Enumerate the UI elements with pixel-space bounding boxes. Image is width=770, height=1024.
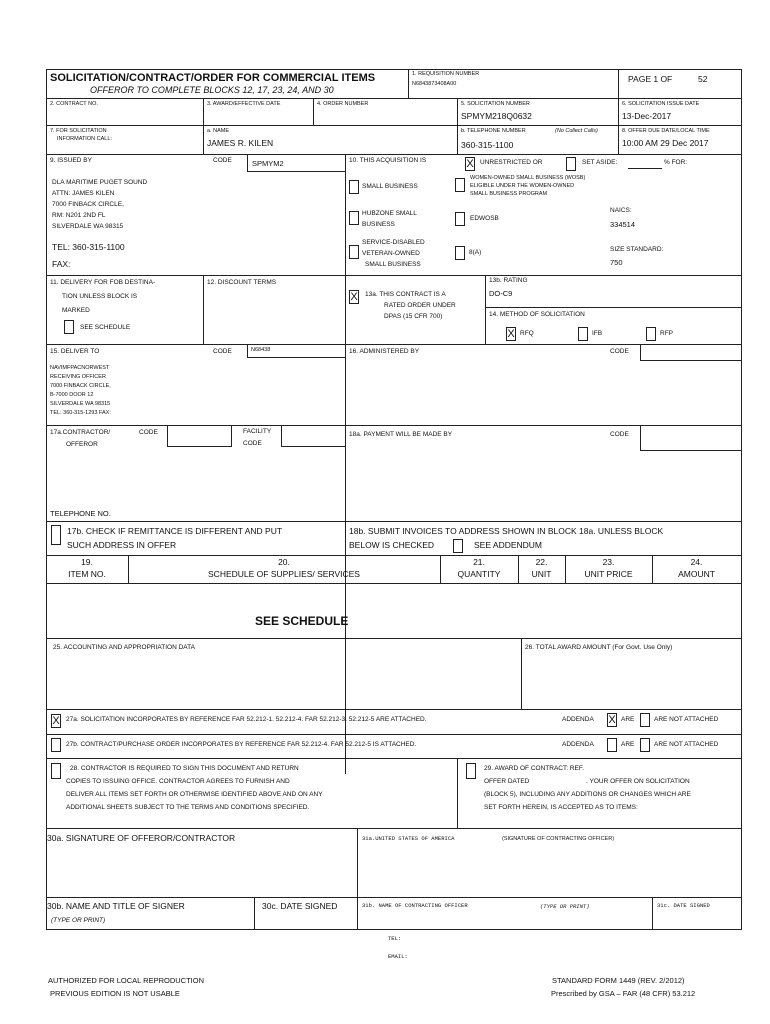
col-unit-price-num: 23. xyxy=(602,557,615,567)
rfp-checkbox[interactable] xyxy=(646,327,656,341)
27b-addenda: ADDENDA xyxy=(562,741,594,748)
solicitation-info-label: 7. FOR SOLICITATION xyxy=(50,128,107,134)
issued-tel: TEL: 360-315-1100 xyxy=(52,242,125,252)
acquisition-label: 10. THIS ACQUISITION IS xyxy=(349,157,427,164)
28-line: DELIVER ALL ITEMS SET FORTH OR OTHERWISE IDENTIFIED ABOVE AND ON ANY xyxy=(66,791,323,798)
sdvosb-checkbox[interactable] xyxy=(349,245,359,259)
27b-checkbox[interactable] xyxy=(51,738,61,752)
col-item-num: 19. xyxy=(81,557,93,567)
27a-text: 27a. SOLICITATION INCORPORATES BY REFERENCE FAR 52.212-1. 52.212-4. FAR 52.212-3. 52.212-5 ARE ATTACHED. xyxy=(66,716,427,723)
submit-invoices-line: 18b. SUBMIT INVOICES TO ADDRESS SHOWN IN BLOCK 18a. UNLESS BLOCK xyxy=(349,526,664,536)
eight-a-label: 8(A) xyxy=(469,249,482,256)
see-schedule-checkbox[interactable] xyxy=(64,320,74,334)
delivery-line: MARKED xyxy=(62,307,90,314)
rated-order-line: RATED ORDER UNDER xyxy=(384,302,456,309)
28-line: ADDITIONAL SHEETS SUBJECT TO THE TERMS AND CONDITIONS SPECIFIED. xyxy=(66,804,310,811)
order-number-label: 4. ORDER NUMBER xyxy=(317,101,369,107)
hubzone-checkbox[interactable] xyxy=(349,211,359,225)
submit-invoices-line: BELOW IS CHECKED xyxy=(349,540,435,550)
issued-code: SPMYM2 xyxy=(252,159,284,168)
accounting-label: 25. ACCOUNTING AND APPROPRIATION DATA xyxy=(53,644,195,651)
rated-order-checkbox[interactable]: X xyxy=(350,291,358,303)
wosb-line: WOMEN-OWNED SMALL BUSINESS (WOSB) xyxy=(470,175,586,181)
29-line: 29. AWARD OF CONTRACT: REF. xyxy=(484,765,584,772)
28-checkbox[interactable] xyxy=(51,763,61,779)
27a-are: ARE xyxy=(621,716,635,723)
eight-a-checkbox[interactable] xyxy=(455,246,465,260)
set-aside-label: SET ASIDE: xyxy=(582,159,618,166)
solicitation-number: SPMYM218Q0632 xyxy=(461,111,532,121)
deliver-code: N68438 xyxy=(251,347,271,353)
solicitation-number-label: 5. SOLICITATION NUMBER xyxy=(461,101,530,107)
issued-line: RM: N201 2ND FL xyxy=(52,212,106,219)
solicitation-info-label2: INFORMATION CALL: xyxy=(57,136,112,142)
issued-line: DLA MARITIME PUGET SOUND xyxy=(52,179,148,186)
rated-order-line: 13a. THIS CONTRACT IS A xyxy=(365,291,446,298)
delivery-line: TION UNLESS BLOCK IS xyxy=(62,293,138,300)
29-checkbox[interactable] xyxy=(466,763,476,779)
small-business-checkbox[interactable] xyxy=(349,180,359,194)
col-quantity-label: QUANTITY xyxy=(457,569,501,579)
27b-are: ARE xyxy=(621,741,635,748)
27a-are-not-checkbox[interactable] xyxy=(640,713,650,727)
co-date-signed-label: 31c. DATE SIGNED xyxy=(657,902,710,909)
remittance-line: 17b. CHECK IF REMITTANCE IS DIFFERENT AND PUT xyxy=(67,526,283,536)
pct-for-label: % FOR: xyxy=(664,159,688,166)
27b-are-not: ARE NOT ATTACHED xyxy=(654,741,719,748)
small-business-label: SMALL BUSINESS xyxy=(362,183,418,190)
col-amount-label: AMOUNT xyxy=(678,569,715,579)
deliver-code-label: CODE xyxy=(213,348,232,355)
set-aside-pct-line xyxy=(628,168,662,169)
phone-note: (No Collect Calls) xyxy=(555,128,598,134)
col-schedule-label: SCHEDULE OF SUPPLIES/ SERVICES xyxy=(208,569,360,579)
facility-code-box[interactable] xyxy=(281,425,346,447)
edwosb-label: EDWOSB xyxy=(470,215,499,222)
form-title: SOLICITATION/CONTRACT/ORDER FOR COMMERCIAL ITEMS xyxy=(50,72,376,84)
issued-line: ATTN: JAMES KILEN xyxy=(52,190,115,197)
co-name-label: 31b. NAME OF CONTRACTING OFFICER xyxy=(362,902,468,909)
27a-checkbox[interactable]: X xyxy=(52,715,60,727)
27a-are-checkbox[interactable]: X xyxy=(608,714,616,726)
wosb-checkbox[interactable] xyxy=(455,178,465,192)
remittance-line: SUCH ADDRESS IN OFFER xyxy=(67,540,177,550)
admin-code-box xyxy=(640,345,742,361)
facility-label2: CODE xyxy=(243,440,262,447)
size-standard-value: 750 xyxy=(610,258,623,267)
sdvosb-line: SERVICE-DISABLED xyxy=(362,239,425,246)
29-line: . YOUR OFFER ON SOLICITATION xyxy=(586,778,690,785)
sdvosb-line: VETERAN-OWNED xyxy=(362,250,420,257)
29-line: OFFER DATED xyxy=(484,778,530,785)
27a-addenda: ADDENDA xyxy=(562,716,594,723)
footer-prescribed: Prescribed by GSA – FAR (48 CFR) 53.212 xyxy=(551,989,696,998)
issued-line: 7000 FINBACK CIRCLE, xyxy=(52,201,124,208)
deliver-line: B-7000 DOOR 12 xyxy=(50,392,94,398)
29-line: SET FORTH HEREIN, IS ACCEPTED AS TO ITEMS: xyxy=(484,804,638,811)
remittance-checkbox[interactable] xyxy=(51,525,61,545)
col-unit-label: UNIT xyxy=(531,569,552,579)
payment-code-box xyxy=(640,425,742,451)
footer-previous-edition: PREVIOUS EDITION IS NOT USABLE xyxy=(50,989,180,998)
28-line: 28. CONTRACTOR IS REQUIRED TO SIGN THIS DOCUMENT AND RETURN xyxy=(70,765,299,772)
rating-value: DO-C9 xyxy=(489,289,513,298)
co-email-label: EMAIL: xyxy=(388,953,408,960)
size-standard-label: SIZE STANDARD: xyxy=(610,246,664,253)
total-award-label: 26. TOTAL AWARD AMOUNT (For Govt. Use Only) xyxy=(525,644,673,651)
contract-no-label: 2. CONTRACT NO. xyxy=(50,101,98,107)
issued-by-label: 9. ISSUED BY xyxy=(50,157,92,164)
hubzone-label: HUBZONE SMALL xyxy=(362,210,417,217)
signature-usa-label: 31a.UNITED STATES OF AMERICA xyxy=(362,835,455,842)
contractor-label2: OFFEROR xyxy=(66,441,98,448)
signature-offeror-label: 30a. SIGNATURE OF OFFEROR/CONTRACTOR xyxy=(47,833,236,843)
unrestricted-checkbox[interactable]: X xyxy=(466,158,474,170)
contractor-code-box[interactable] xyxy=(167,425,232,447)
facility-label: FACILITY xyxy=(243,428,272,435)
page-label: PAGE 1 OF xyxy=(628,74,673,84)
payment-label: 18a. PAYMENT WILL BE MADE BY xyxy=(349,431,453,438)
col-unit-num: 22. xyxy=(535,557,548,567)
rating-label: 13b. RATING xyxy=(489,277,528,284)
payment-code-label: CODE xyxy=(610,431,629,438)
due-date: 10:00 AM 29 Dec 2017 xyxy=(622,138,709,148)
footer-reproduction: AUTHORIZED FOR LOCAL REPRODUCTION xyxy=(48,976,204,985)
unrestricted-label: UNRESTRICTED OR xyxy=(480,159,543,166)
due-date-label: 8. OFFER DUE DATE/LOCAL TIME xyxy=(622,128,710,134)
administered-label: 16. ADMINISTERED BY xyxy=(349,348,420,355)
ifb-label: IFB xyxy=(592,330,603,337)
type-print-note: (TYPE OR PRINT) xyxy=(51,917,106,924)
co-type-print-note: (TYPE OR PRINT) xyxy=(540,903,590,910)
col-amount-num: 24. xyxy=(690,557,703,567)
deliver-line: RECEIVING OFFICER xyxy=(50,374,106,380)
see-addendum-checkbox[interactable] xyxy=(453,539,463,553)
col-item-label: ITEM NO. xyxy=(68,569,106,579)
deliver-line: SILVERDALE WA 98315 xyxy=(50,401,111,407)
admin-code-label: CODE xyxy=(610,348,629,355)
see-schedule-label: SEE SCHEDULE xyxy=(80,324,131,331)
rated-order-line: DPAS (15 CFR 700) xyxy=(384,313,443,320)
see-schedule-text: SEE SCHEDULE xyxy=(255,614,349,628)
award-date-label: 3. AWARD/EFFECTIVE DATE xyxy=(207,101,281,107)
27b-are-checkbox[interactable] xyxy=(607,738,617,752)
discount-terms-label: 12. DISCOUNT TERMS xyxy=(207,279,277,286)
issue-date-label: 6. SOLICITATION ISSUE DATE xyxy=(622,101,700,107)
hubzone-label2: BUSINESS xyxy=(362,221,395,228)
contact-name: JAMES R. KILEN xyxy=(207,138,274,148)
method-label: 14. METHOD OF SOLICITATION xyxy=(489,311,585,318)
col-quantity-num: 21. xyxy=(473,557,485,567)
signature-co-note: (SIGNATURE OF CONTRACTING OFFICER) xyxy=(502,836,615,842)
name-label: a. NAME xyxy=(207,128,230,134)
co-tel-label: TEL: xyxy=(388,935,402,942)
issued-line: SILVERDALE WA 98315 xyxy=(52,223,124,230)
deliver-to-label: 15. DELIVER TO xyxy=(50,348,100,355)
issued-fax: FAX: xyxy=(52,259,71,269)
29-line: (BLOCK 5), INCLUDING ANY ADDITIONS OR CHANGES WHICH ARE xyxy=(484,791,691,798)
sdvosb-line: SMALL BUSINESS xyxy=(365,261,421,268)
contractor-code-label: CODE xyxy=(139,429,158,436)
set-aside-checkbox[interactable] xyxy=(566,157,576,171)
naics-value: 334514 xyxy=(610,220,636,229)
27b-are-not-checkbox[interactable] xyxy=(640,738,650,752)
deliver-line: 7000 FINBACK CIRCLE, xyxy=(50,383,111,389)
form-subtitle: OFFEROR TO COMPLETE BLOCKS 12, 17, 23, 24, AND 30 xyxy=(90,85,334,95)
28-line: COPIES TO ISSUING OFFICE. CONTRACTOR AGREES TO FURNISH AND xyxy=(66,778,290,785)
signer-name-label: 30b. NAME AND TITLE OF SIGNER xyxy=(47,901,185,911)
issued-code-label: CODE xyxy=(213,157,232,164)
date-signed-label: 30c. DATE SIGNED xyxy=(262,901,338,911)
edwosb-checkbox[interactable] xyxy=(455,212,465,226)
col-schedule-num: 20. xyxy=(278,557,290,567)
wosb-line: SMALL BUSINESS PROGRAM xyxy=(470,191,548,197)
deliver-line: TEL: 360-315-1293 FAX: xyxy=(50,410,111,416)
wosb-line: ELIGIBLE UNDER THE WOMEN-OWNED xyxy=(470,183,575,189)
naics-label: NAICS: xyxy=(610,207,632,214)
rfq-checkbox[interactable]: X xyxy=(507,328,515,340)
27a-are-not: ARE NOT ATTACHED xyxy=(654,716,719,723)
delivery-line: 11. DELIVERY FOR FOB DESTINA- xyxy=(50,279,156,286)
telephone-label: TELEPHONE NO. xyxy=(50,509,111,518)
requisition-number: N6843873408A00 xyxy=(412,81,457,87)
page-total: 52 xyxy=(698,74,708,84)
phone-label: b. TELEPHONE NUMBER xyxy=(461,128,526,134)
see-addendum-label: SEE ADDENDUM xyxy=(474,540,543,550)
requisition-label: 1. REQUISITION NUMBER xyxy=(412,71,480,77)
footer-form-number: STANDARD FORM 1449 (REV. 2/2012) xyxy=(552,976,685,985)
issue-date: 13-Dec-2017 xyxy=(622,111,672,121)
deliver-line: NAVIMFPACNORWEST xyxy=(50,365,110,371)
col-unit-price-label: UNIT PRICE xyxy=(584,569,633,579)
ifb-checkbox[interactable] xyxy=(578,327,588,341)
rfq-label: RFQ xyxy=(520,330,534,337)
contact-phone: 360-315-1100 xyxy=(461,140,514,150)
contractor-label: 17a.CONTRACTOR/ xyxy=(50,429,111,436)
27b-text: 27b. CONTRACT/PURCHASE ORDER INCORPORATES BY REFERENCE FAR 52.212-4. FAR 52.212-5 IS ATTACHED. xyxy=(66,741,417,748)
rfp-label: RFP xyxy=(660,330,673,337)
